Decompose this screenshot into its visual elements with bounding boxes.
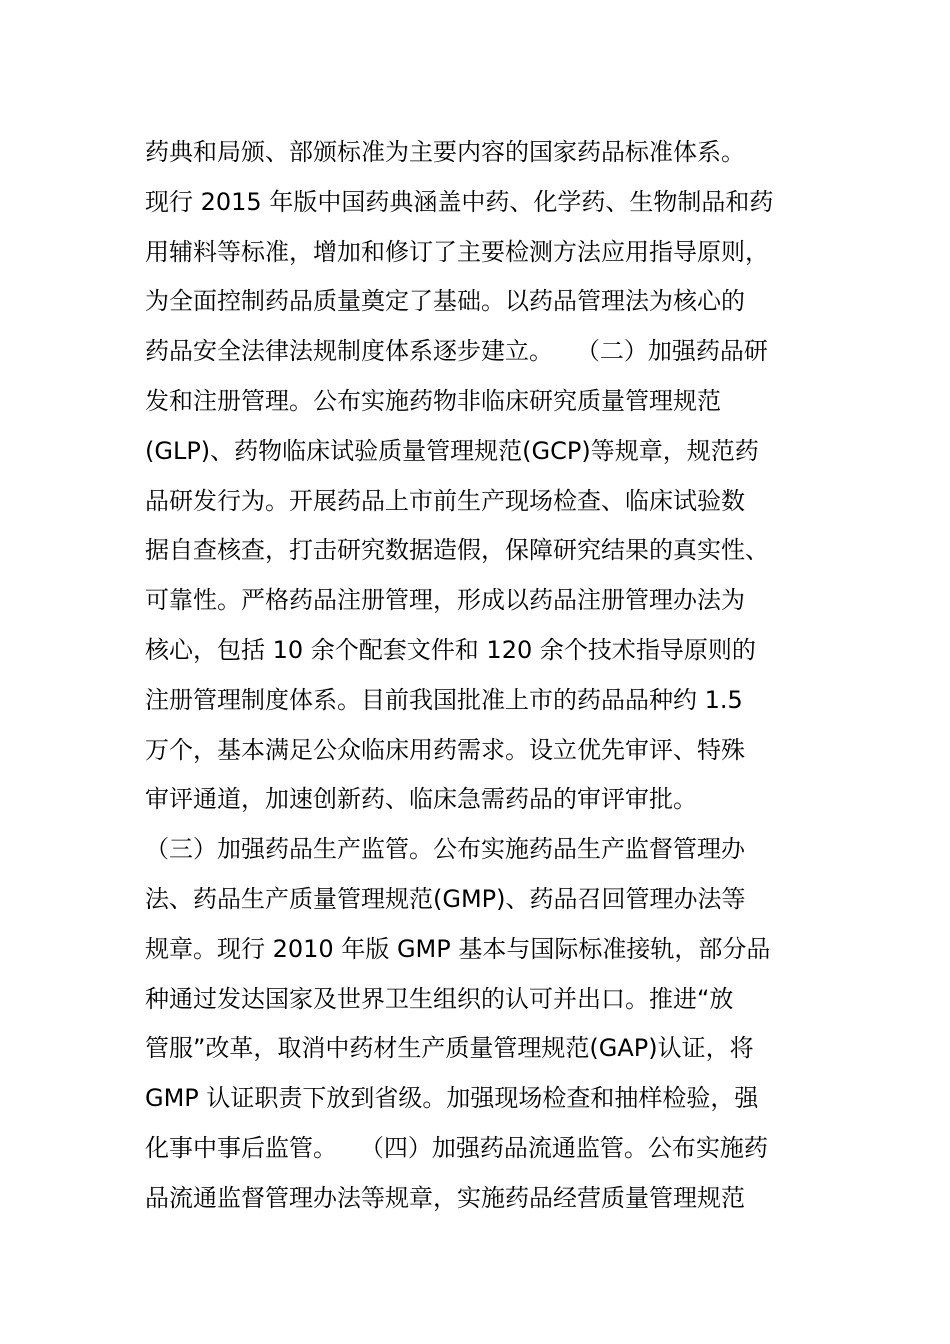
text-line-15: （三）加强药品生产监管。公布实施药品生产监督管理办 bbox=[145, 835, 745, 864]
text-line-17: 规章。现行 2010 年版 GMP 基本与国际标准接轨，部分品 bbox=[145, 934, 771, 963]
body-text bbox=[145, 128, 825, 1224]
text-line-12: 注册管理制度体系。目前我国批准上市的药品品种约 1.5 bbox=[145, 685, 743, 714]
text-line-1: 药典和局颁、部颁标准为主要内容的国家药品标准体系。 bbox=[145, 138, 745, 166]
text-line-10: 可靠性。严格药品注册管理，形成以药品注册管理办法为 bbox=[145, 586, 745, 615]
text-line-16: 法、药品生产质量管理规范(GMP)、药品召回管理办法等 bbox=[145, 884, 746, 913]
text-line-3: 用辅料等标准，增加和修订了主要检测方法应用指导原则， bbox=[145, 237, 769, 266]
text-line-11: 核心，包括 10 余个配套文件和 120 余个技术指导原则的 bbox=[145, 635, 756, 664]
text-line-9: 据自查核查，打击研究数据造假，保障研究结果的真实性、 bbox=[145, 536, 769, 565]
text-line-14: 审评通道，加速创新药、临床急需药品的审评审批。 bbox=[145, 785, 697, 814]
text-line-22: 品流通监督管理办法等规章，实施药品经营质量管理规范 bbox=[145, 1183, 745, 1212]
text-line-2: 现行 2015 年版中国药典涵盖中药、化学药、生物制品和药 bbox=[145, 187, 774, 216]
text-line-21: 化事中事后监管。 （四）加强药品流通监管。公布实施药 bbox=[145, 1133, 768, 1162]
text-line-5: 药品安全法律法规制度体系逐步建立。 （二）加强药品研 bbox=[145, 337, 768, 366]
text-line-4: 为全面控制药品质量奠定了基础。以药品管理法为核心的 bbox=[145, 287, 745, 316]
text-line-8: 品研发行为。开展药品上市前生产现场检查、临床试验数 bbox=[145, 486, 745, 515]
text-line-18: 种通过发达国家及世界卫生组织的认可并出口。推进“放 bbox=[145, 984, 734, 1013]
text-line-6: 发和注册管理。公布实施药物非临床研究质量管理规范 bbox=[145, 386, 721, 415]
text-line-20: GMP 认证职责下放到省级。加强现场检查和抽样检验，强 bbox=[145, 1084, 759, 1113]
text-line-13: 万个，基本满足公众临床用药需求。设立优先审评、特殊 bbox=[145, 735, 745, 764]
text-line-7: (GLP)、药物临床试验质量管理规范(GCP)等规章，规范药 bbox=[145, 436, 759, 465]
text-line-19: 管服”改革，取消中药材生产质量管理规范(GAP)认证，将 bbox=[145, 1034, 754, 1063]
